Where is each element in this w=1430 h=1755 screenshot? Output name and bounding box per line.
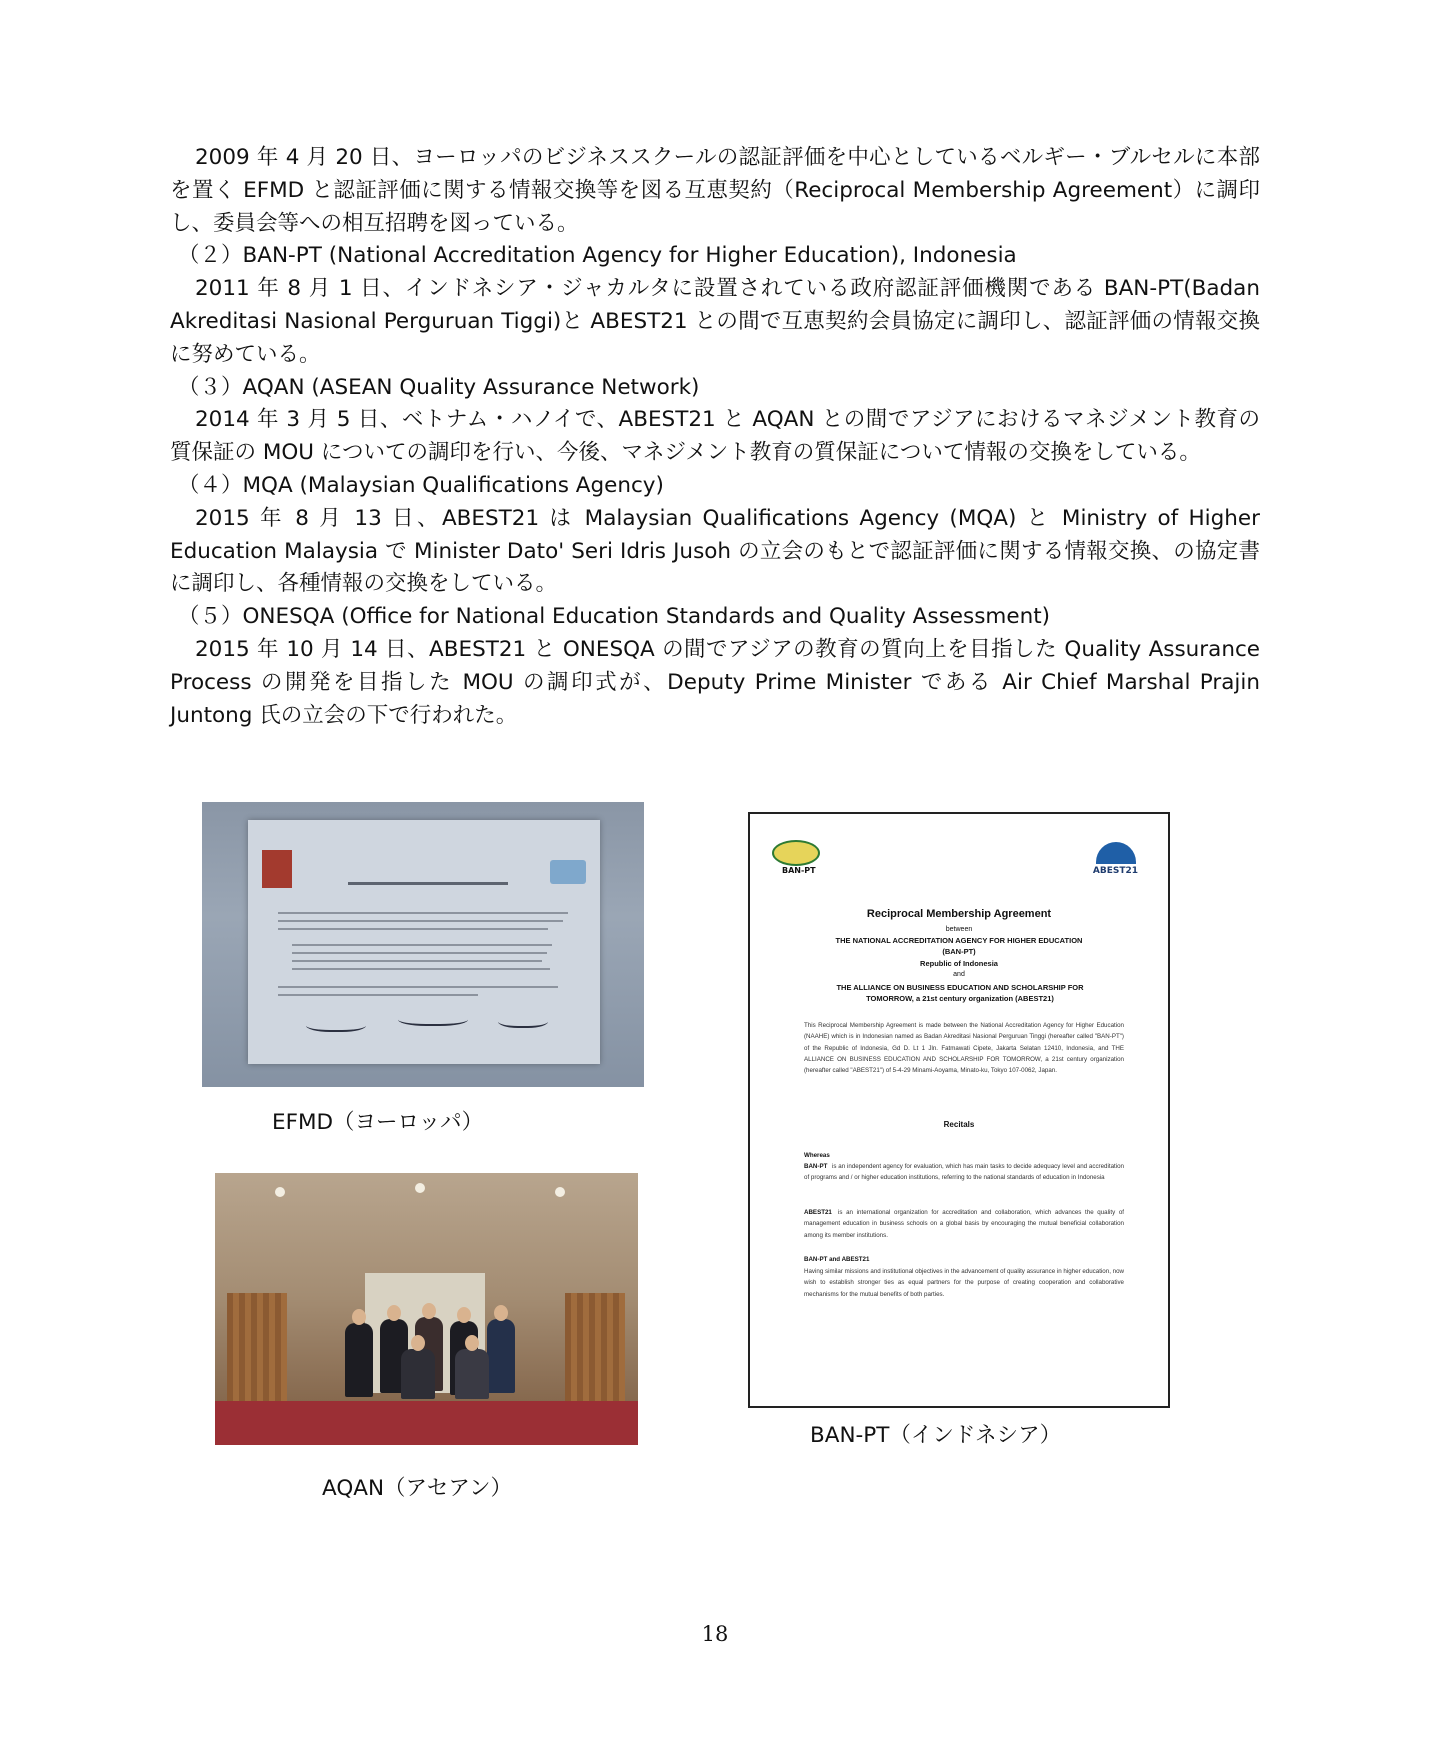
doc-r3-label: BAN-PT and ABEST21 (804, 1256, 870, 1263)
doc-r2-label: ABEST21 (804, 1209, 832, 1216)
signing-table (215, 1401, 638, 1445)
caption-aqan: AQAN（アセアン） (322, 1476, 512, 1501)
heading-aqan: （３）AQAN (ASEAN Quality Assurance Network) (178, 374, 700, 400)
doc-r2: is an international organization for accreditation and collaboration, which advances the quality of management education in business schools on a global basis by encouraging the mutual beneficial collaboration among its member institutions. (804, 1209, 1124, 1239)
doc-r1: is an independent agency for evaluation, which has main tasks to decide adequacy level and accreditation of programs and / or higher education institutions, referring to the national standards of education in Indonesia (804, 1163, 1124, 1182)
doc-whereas: Whereas (804, 1152, 830, 1159)
signature-mark (398, 1010, 468, 1026)
paragraph-mqa: 2015 年 8 月 13 日、ABEST21 は Malaysian Qualifications Agency (MQA) と Ministry of Higher Education Malaysia で Minister Dato' Seri Idris Jusoh の立会のもとで認証評価に関する情報交換、の協定書に調印し、各種情報の交換をしている。 (170, 505, 1260, 597)
doc-recitals: Recitals (943, 1120, 975, 1129)
heading-mqa: （４）MQA (Malaysian Qualifications Agency) (178, 472, 664, 498)
banpt-agreement-document (748, 812, 1170, 1408)
paragraph-onesqa: 2015 年 10 月 14 日、ABEST21 と ONESQA の間でアジアの教育の質向上を目指した Quality Assurance Process の開発を目指した MOU の調印式が、Deputy Prime Minister である Air Chief Marshal Prajin Juntong 氏の立会の下で行われた。 (170, 636, 1260, 728)
abest21-logo-icon (1096, 842, 1136, 864)
banpt-logo-label: BAN-PT (782, 866, 816, 875)
agreement-title-mark (348, 882, 508, 885)
caption-banpt: BAN-PT（インドネシア） (810, 1423, 1062, 1448)
doc-r3: Having similar missions and institutional objectives in the advancement of quality assurance in higher education, now wish to establish stronger ties as equal partners for the purpose of creating cooperation and collaborative mechanisms for the mutual benefits of both parties. (804, 1268, 1124, 1298)
signature-mark (306, 1016, 366, 1032)
abest21-logo-icon (550, 860, 586, 884)
efmd-agreement-photo (202, 802, 644, 1087)
seated-person (455, 1349, 489, 1399)
paragraph-banpt: 2011 年 8 月 1 日、インドネシア・ジャカルタに設置されている政府認証評価機関である BAN-PT(Badan Akreditasi Nasional Perguruan Tiggi)と ABEST21 との間で互恵契約会員協定に調印し、認証評価の情報交換に努めている。 (170, 276, 1260, 367)
text-line (292, 960, 542, 962)
ceiling-light-icon (555, 1187, 565, 1197)
main-text (170, 142, 1260, 732)
text-line (292, 968, 550, 970)
ceiling-light-icon (415, 1183, 425, 1193)
framed-agreement (248, 820, 600, 1064)
text-line (278, 994, 478, 996)
abest21-logo-label: ABEST21 (1092, 866, 1138, 876)
ceiling-light-icon (275, 1187, 285, 1197)
text-line (278, 920, 563, 922)
person (487, 1319, 515, 1393)
person (345, 1323, 373, 1397)
heading-banpt: （２）BAN-PT (National Accreditation Agency for Higher Education), Indonesia (178, 243, 1017, 269)
doc-and: and (953, 971, 965, 978)
seated-person (401, 1349, 435, 1399)
curtain (227, 1293, 287, 1403)
doc-party1: THE NATIONAL ACCREDITATION AGENCY FOR HIGHER EDUCATION (835, 936, 1083, 945)
caption-efmd: EFMD（ヨーロッパ） (272, 1110, 484, 1135)
doc-intro: This Reciprocal Membership Agreement is made between the National Accreditation Agency for Higher Education (NAAHE) which is in Indonesian named as Badan Akreditasi Nasional Perguruan Tinggi (hereafter called "BAN-PT") of the Republic of Indonesia, Gd D. Lt 1 Jln. Fatmawati Cipete, Jakarta Selatan 12410, Indonesia, and THE ALLIANCE ON BUSINESS EDUCATION AND SCHOLARSHIP FOR TOMORROW, a 21st century organization (hereafter called "ABEST21") of 5-4-29 Minami-Aoyama, Minato-ku, Tokyo 107-0062, Japan. (804, 1022, 1124, 1075)
banpt-logo-icon (772, 840, 820, 866)
doc-party2: THE ALLIANCE ON BUSINESS EDUCATION AND SCHOLARSHIP FOR TOMORROW, a 21st century organization (ABEST21) (836, 983, 1084, 1003)
aqan-signing-photo (215, 1173, 638, 1445)
paragraph-aqan: 2014 年 3 月 5 日、ベトナム・ハノイで、ABEST21 と AQAN との間でアジアにおけるマネジメント教育の質保証の MOU についての調印を行い、今後、マネジメント教育の質保証について情報の交換をしている。 (170, 407, 1260, 466)
doc-between: between (945, 926, 973, 933)
text-line (292, 952, 547, 954)
page-number: 18 (701, 1622, 729, 1646)
signature-mark (498, 1012, 548, 1028)
text-line (278, 986, 558, 988)
heading-onesqa: （５）ONESQA (Office for National Education Standards and Quality Assessment) (178, 604, 1051, 630)
curtain (565, 1293, 625, 1403)
doc-party1-abbr: (BAN-PT) (942, 947, 976, 956)
doc-title: Reciprocal Membership Agreement (866, 908, 1052, 920)
text-line (278, 912, 568, 914)
paragraph-efmd: 2009 年 4 月 20 日、ヨーロッパのビジネススクールの認証評価を中心としているベルギー・ブルセルに本部を置く EFMD と認証評価に関する情報交換等を図る互恵契約（Reciprocal Membership Agreement）に調印し、委員会等への相互招聘を図っている。 (170, 145, 1260, 236)
efmd-logo-icon (262, 850, 292, 888)
text-line (278, 928, 548, 930)
doc-r1-label: BAN-PT (804, 1163, 828, 1170)
doc-party1-country: Republic of Indonesia (920, 959, 998, 968)
text-line (292, 944, 552, 946)
